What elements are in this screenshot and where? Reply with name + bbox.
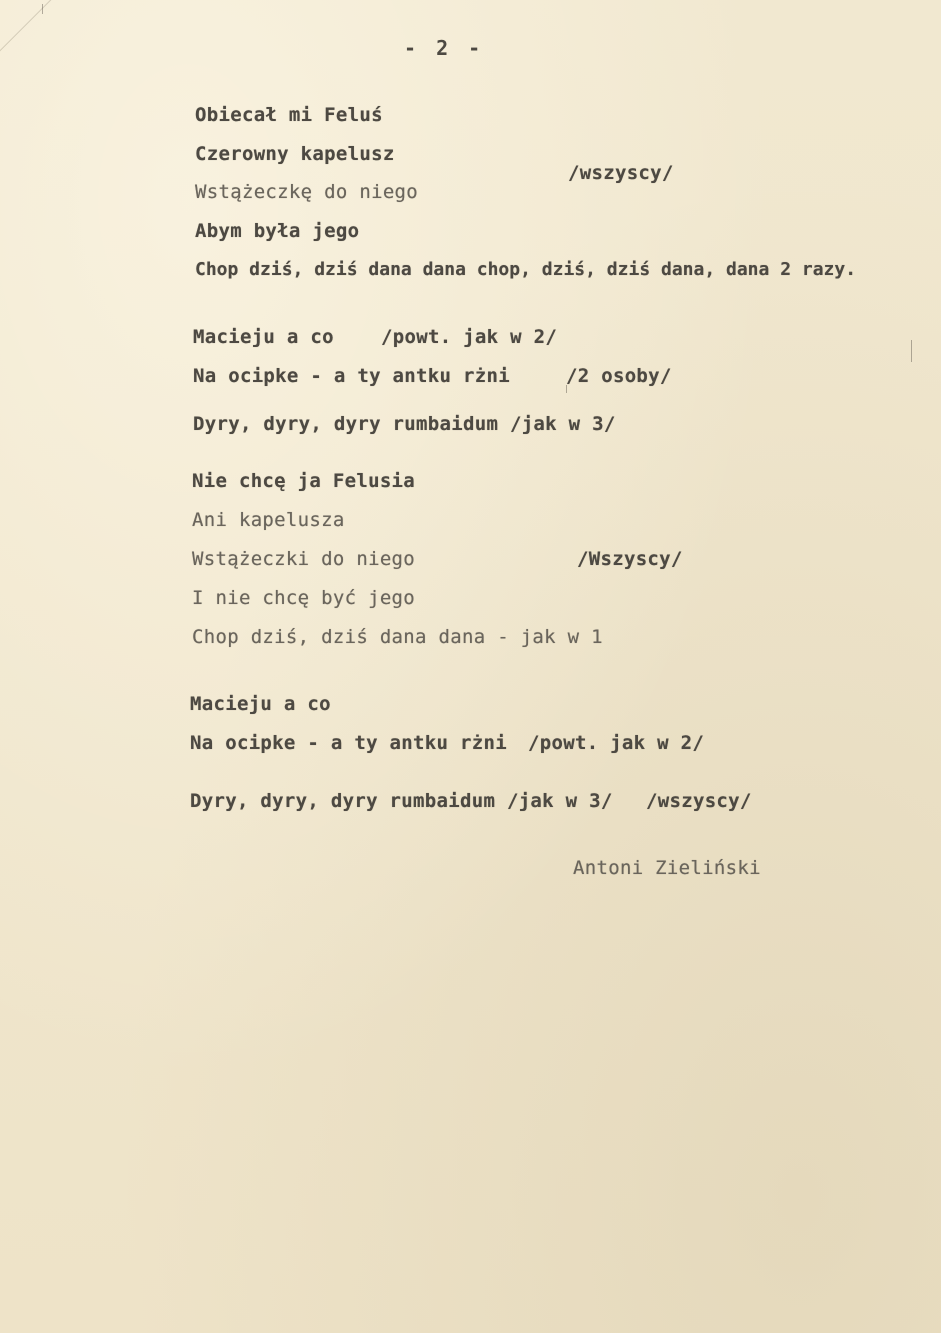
refrain2-line-3-note: /wszyscy/ — [646, 790, 752, 812]
stanza2-line-1: Nie chcę ja Felusia — [192, 470, 416, 492]
refrain2-line-2-note: /powt. jak w 2/ — [528, 732, 705, 754]
refrain2-line-1: Macieju a co — [190, 693, 331, 715]
stanza1-line-4: Abym była jego — [195, 220, 360, 242]
refrain2-line-3: Dyry, dyry, dyry rumbaidum /jak w 3/ — [190, 790, 613, 812]
stanza2-line-4: I nie chcę być jego — [192, 587, 416, 609]
refrain1-line-1: Macieju a co — [193, 326, 334, 348]
refrain1-line-1-note: /powt. jak w 2/ — [381, 326, 558, 348]
stanza1-line-3: Wstążeczkę do niego — [195, 181, 419, 203]
paper-mark — [911, 340, 912, 362]
paper-fold-line — [0, 0, 145, 91]
stanza1-line-1: Obiecał mi Feluś — [195, 104, 383, 126]
stanza2-line-3: Wstążeczki do niego — [192, 548, 416, 570]
stanza2-line-5: Chop dziś, dziś dana dana - jak w 1 — [192, 626, 603, 648]
refrain1-line-2: Na ocipke - a ty antku rżni — [193, 365, 510, 387]
paper-mark — [42, 4, 43, 14]
stanza2-annotation: /Wszyscy/ — [577, 548, 683, 570]
stanza2-line-2: Ani kapelusza — [192, 509, 345, 531]
stanza1-annotation: /wszyscy/ — [568, 162, 674, 184]
signature-name: Antoni Zieliński — [573, 857, 761, 879]
stanza1-line-2: Czerowny kapelusz — [195, 143, 395, 165]
page-number: - 2 - — [404, 36, 485, 60]
refrain1-line-2-note: /2 osoby/ — [566, 365, 672, 387]
refrain2-line-2: Na ocipke - a ty antku rżni — [190, 732, 507, 754]
stanza1-line-5: Chop dziś, dziś dana dana chop, dziś, dziś dana, dana 2 razy. — [195, 259, 857, 280]
refrain1-line-3: Dyry, dyry, dyry rumbaidum /jak w 3/ — [193, 413, 616, 435]
